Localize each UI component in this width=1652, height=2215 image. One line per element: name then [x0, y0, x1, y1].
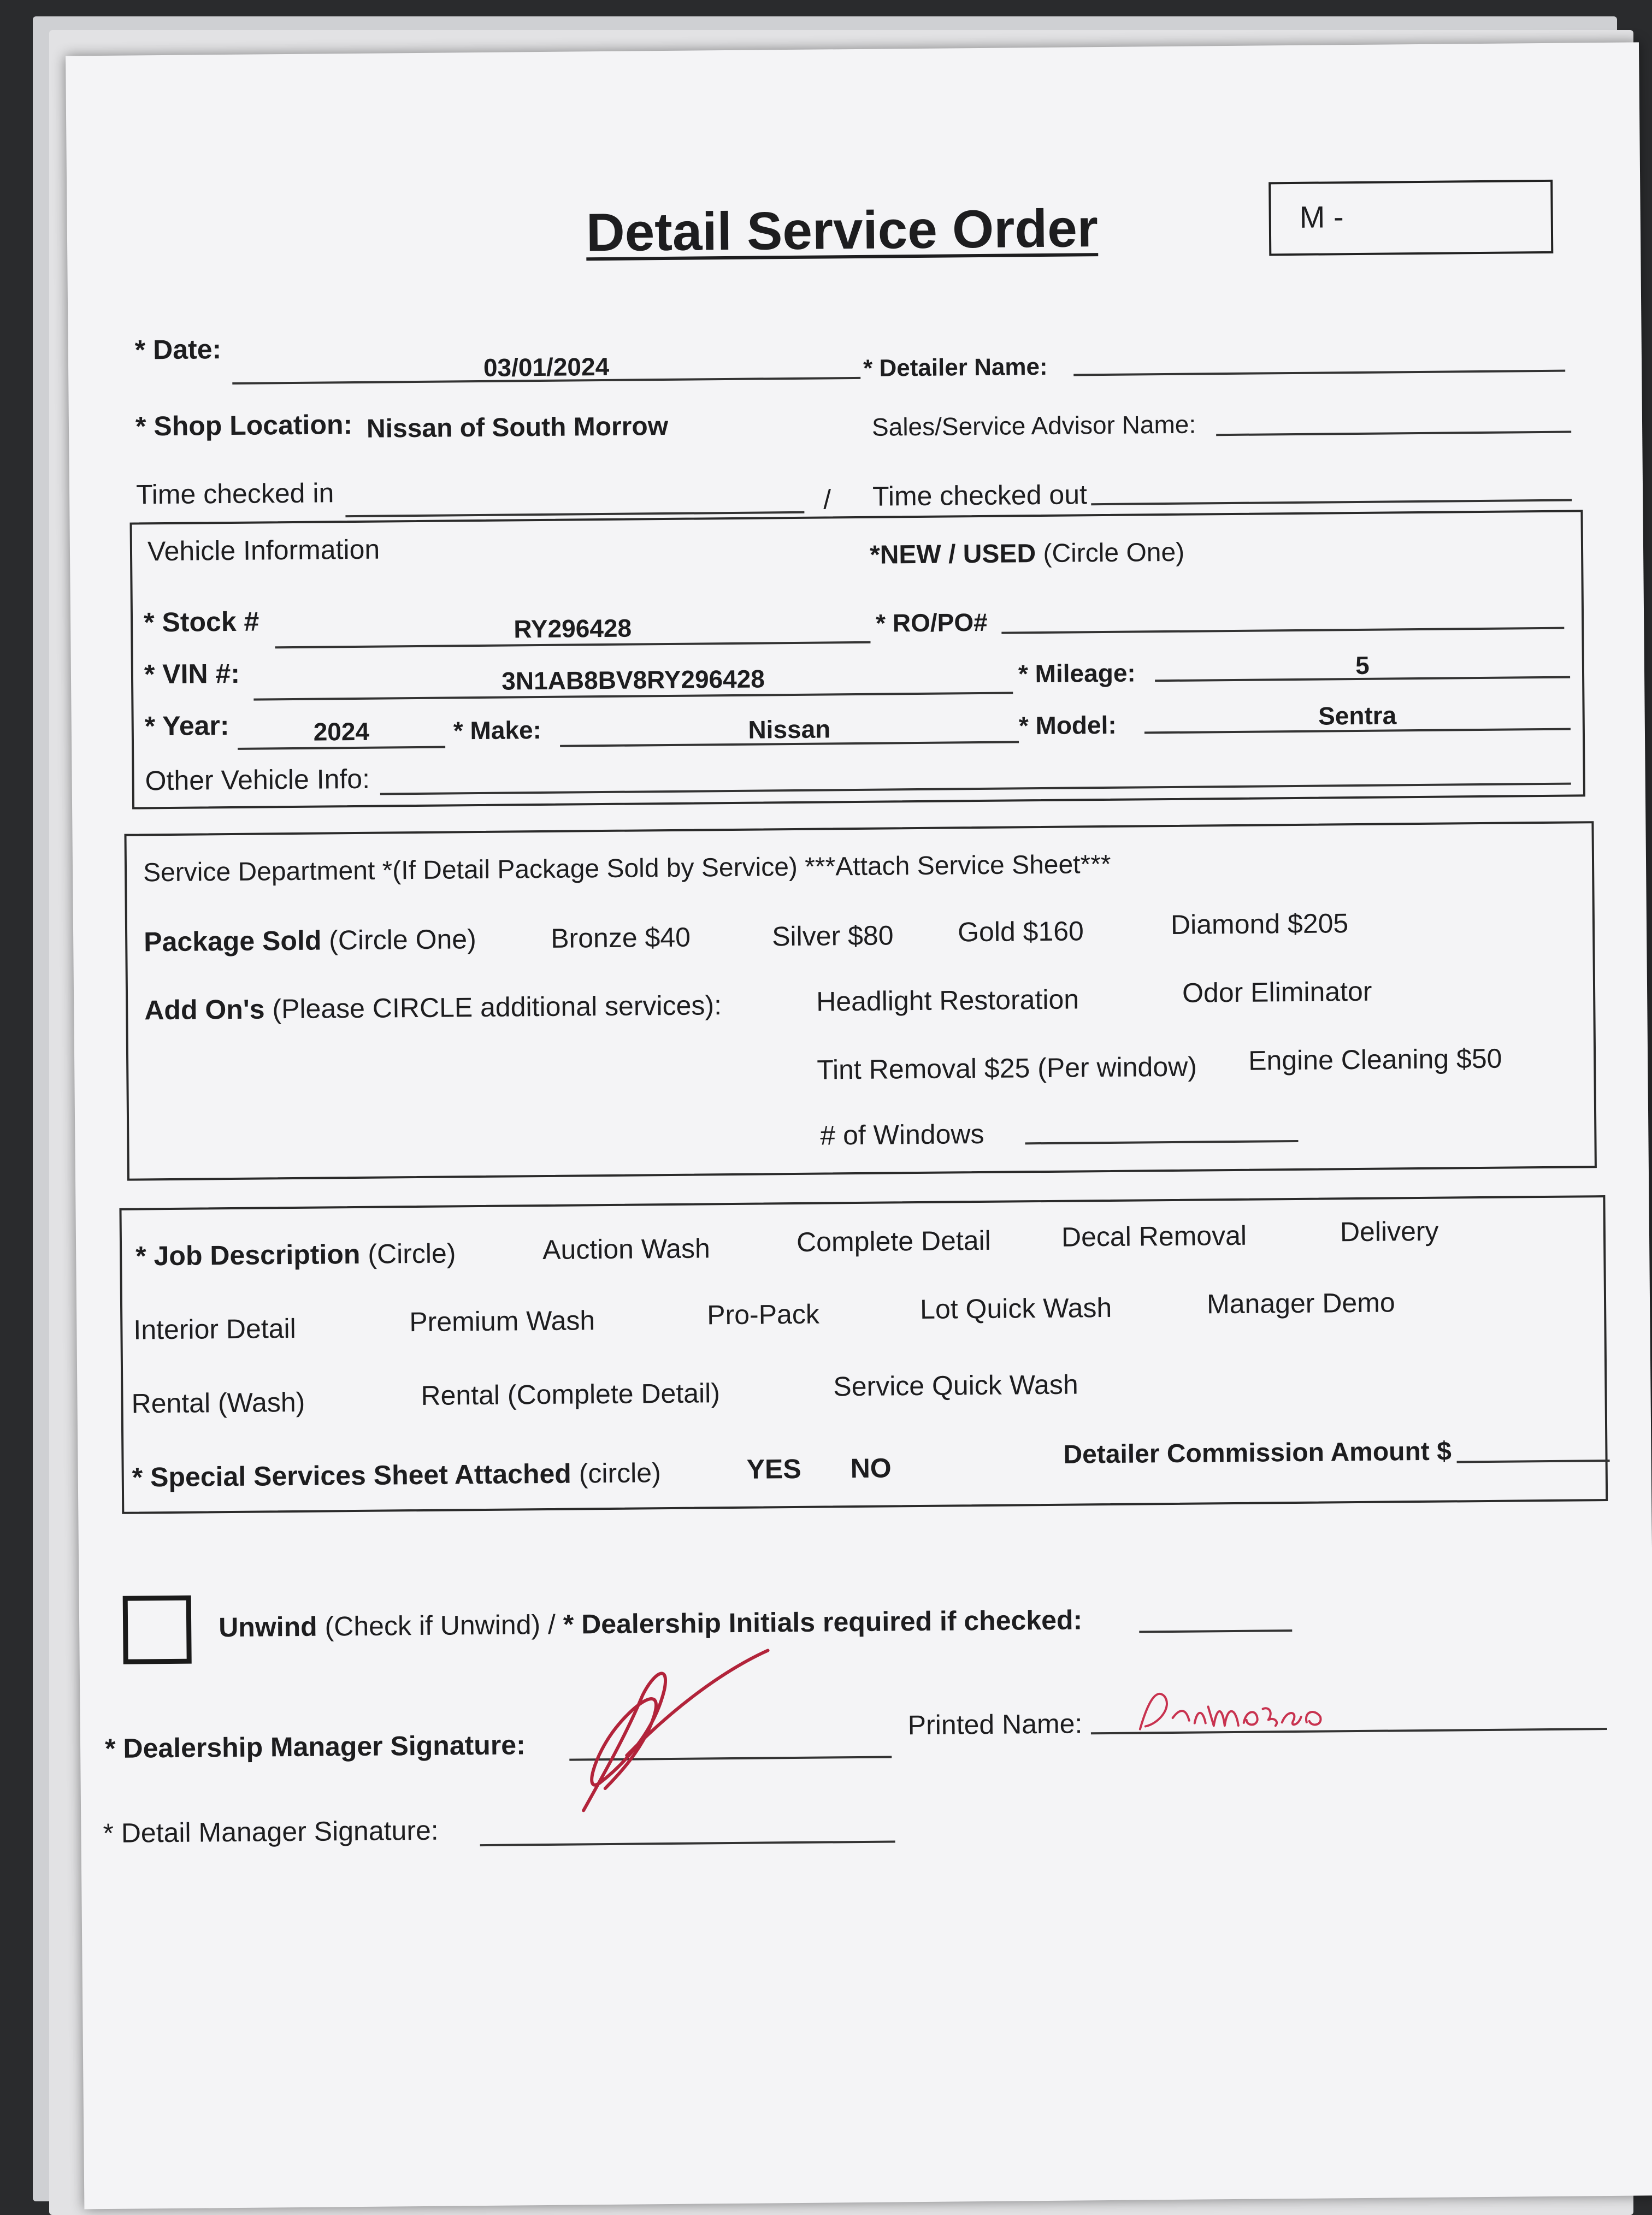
addon-engine-cleaning[interactable]: Engine Cleaning $50 [1248, 1043, 1502, 1076]
job-description-bold: * Job Description [135, 1238, 361, 1272]
advisor-name-label: Sales/Service Advisor Name: [871, 410, 1196, 441]
new-used-hint: (Circle One) [1043, 537, 1185, 568]
detailer-name-line[interactable] [1073, 370, 1565, 376]
special-services-bold: * Special Services Sheet Attached [132, 1458, 572, 1493]
dealership-manager-signature-label: * Dealership Manager Signature: [104, 1729, 526, 1764]
package-option-diamond[interactable]: Diamond $205 [1170, 908, 1349, 940]
new-used-label: *NEW / USED [869, 539, 1036, 570]
special-services-no[interactable]: NO [850, 1452, 892, 1484]
job-option-auction-wash[interactable]: Auction Wash [542, 1233, 711, 1266]
unwind-bold: Unwind [218, 1611, 317, 1643]
windows-count-line[interactable] [1025, 1140, 1298, 1144]
job-option-pro-pack[interactable]: Pro-Pack [706, 1298, 820, 1331]
package-option-bronze[interactable]: Bronze $40 [550, 922, 691, 954]
other-vehicle-info-label: Other Vehicle Info: [145, 763, 370, 796]
stock-value: RY296428 [514, 613, 632, 643]
package-sold-label [144, 923, 476, 958]
special-services-yes[interactable]: YES [746, 1453, 801, 1485]
job-option-rental-wash[interactable]: Rental (Wash) [131, 1386, 305, 1419]
job-option-lot-quick-wash[interactable]: Lot Quick Wash [919, 1292, 1112, 1325]
job-option-service-quick-wash[interactable]: Service Quick Wash [833, 1369, 1078, 1402]
make-label: * Make: [453, 716, 542, 745]
job-description-label [135, 1237, 456, 1272]
dealership-initials-label: * Dealership Initials required if checked: [563, 1604, 1083, 1640]
addon-headlight-restoration[interactable]: Headlight Restoration [816, 984, 1079, 1017]
special-services-hint: (circle) [579, 1457, 661, 1489]
dealership-manager-signature [560, 1645, 792, 1822]
printed-name-handwriting [1134, 1678, 1364, 1740]
addon-tint-removal[interactable]: Tint Removal $25 (Per window) [817, 1051, 1197, 1085]
add-ons-label [144, 989, 722, 1026]
other-vehicle-info-line[interactable] [380, 783, 1571, 795]
windows-count-label: # of Windows [820, 1118, 984, 1151]
dealership-initials-line[interactable] [1139, 1629, 1292, 1633]
package-option-gold[interactable]: Gold $160 [957, 915, 1084, 948]
add-ons-hint: (Please CIRCLE additional services): [272, 990, 722, 1025]
year-value: 2024 [313, 717, 370, 746]
model-value: Sentra [1318, 701, 1397, 730]
package-option-silver[interactable]: Silver $80 [771, 920, 894, 952]
job-description-hint: (Circle) [368, 1238, 456, 1269]
mileage-label: * Mileage: [1018, 658, 1136, 688]
job-option-complete-detail[interactable]: Complete Detail [796, 1225, 992, 1257]
addon-odor-eliminator[interactable]: Odor Eliminator [1182, 976, 1372, 1008]
make-value: Nissan [748, 714, 831, 744]
vehicle-information-heading: Vehicle Information [147, 534, 380, 567]
job-option-delivery[interactable]: Delivery [1340, 1215, 1439, 1248]
job-option-rental-complete-detail[interactable]: Rental (Complete Detail) [421, 1378, 721, 1411]
vehicle-information-box [130, 510, 1585, 809]
time-checked-in-line[interactable] [345, 511, 804, 517]
shop-location-label: * Shop Location: [135, 409, 353, 442]
shop-location-value: Nissan of South Morrow [366, 411, 669, 444]
order-number-box[interactable]: M - [1268, 180, 1553, 256]
service-order-form [66, 42, 1652, 2209]
package-sold-hint: (Circle One) [329, 924, 476, 956]
model-label: * Model: [1018, 710, 1117, 740]
ro-po-label: * RO/PO# [875, 607, 988, 637]
job-description-box [119, 1195, 1608, 1514]
job-option-manager-demo[interactable]: Manager Demo [1206, 1287, 1395, 1320]
time-checked-in-label: Time checked in [135, 477, 334, 510]
special-services-label [132, 1457, 661, 1493]
commission-line[interactable] [1457, 1460, 1610, 1463]
vin-label: * VIN #: [144, 658, 240, 690]
ro-po-line[interactable] [1001, 627, 1564, 634]
form-title: Detail Service Order [586, 198, 1099, 263]
printed-name-label: Printed Name: [907, 1708, 1083, 1741]
date-value: 03/01/2024 [483, 352, 610, 382]
job-option-premium-wash[interactable]: Premium Wash [409, 1305, 595, 1338]
time-checked-out-line[interactable] [1091, 499, 1572, 506]
package-sold-bold: Package Sold [143, 925, 322, 958]
detail-manager-signature-label: * Detail Manager Signature: [103, 1815, 439, 1849]
add-ons-bold: Add On's [144, 994, 265, 1026]
unwind-label [219, 1604, 1082, 1643]
unwind-hint: (Check if Unwind) / [324, 1609, 556, 1642]
unwind-checkbox[interactable] [123, 1596, 192, 1664]
date-label: * Date: [134, 334, 222, 365]
commission-label: Detailer Commission Amount $ [1063, 1437, 1452, 1469]
detailer-name-label: * Detailer Name: [863, 353, 1048, 382]
service-department-box [124, 821, 1596, 1180]
advisor-name-line[interactable] [1216, 431, 1571, 436]
year-label: * Year: [144, 710, 229, 742]
mileage-value: 5 [1355, 651, 1370, 680]
new-used-selector[interactable] [870, 537, 1185, 570]
time-checked-out-label: Time checked out [872, 479, 1088, 512]
time-separator: / [823, 484, 831, 515]
stock-label: * Stock # [143, 606, 259, 638]
job-option-decal-removal[interactable]: Decal Removal [1061, 1220, 1247, 1253]
job-option-interior-detail[interactable]: Interior Detail [133, 1313, 296, 1345]
vin-value: 3N1AB8BV8RY296428 [502, 664, 765, 695]
service-department-heading: Service Department *(If Detail Package Sold by Service) ***Attach Service Sheet*** [143, 849, 1111, 888]
detail-manager-signature-line[interactable] [480, 1840, 895, 1846]
